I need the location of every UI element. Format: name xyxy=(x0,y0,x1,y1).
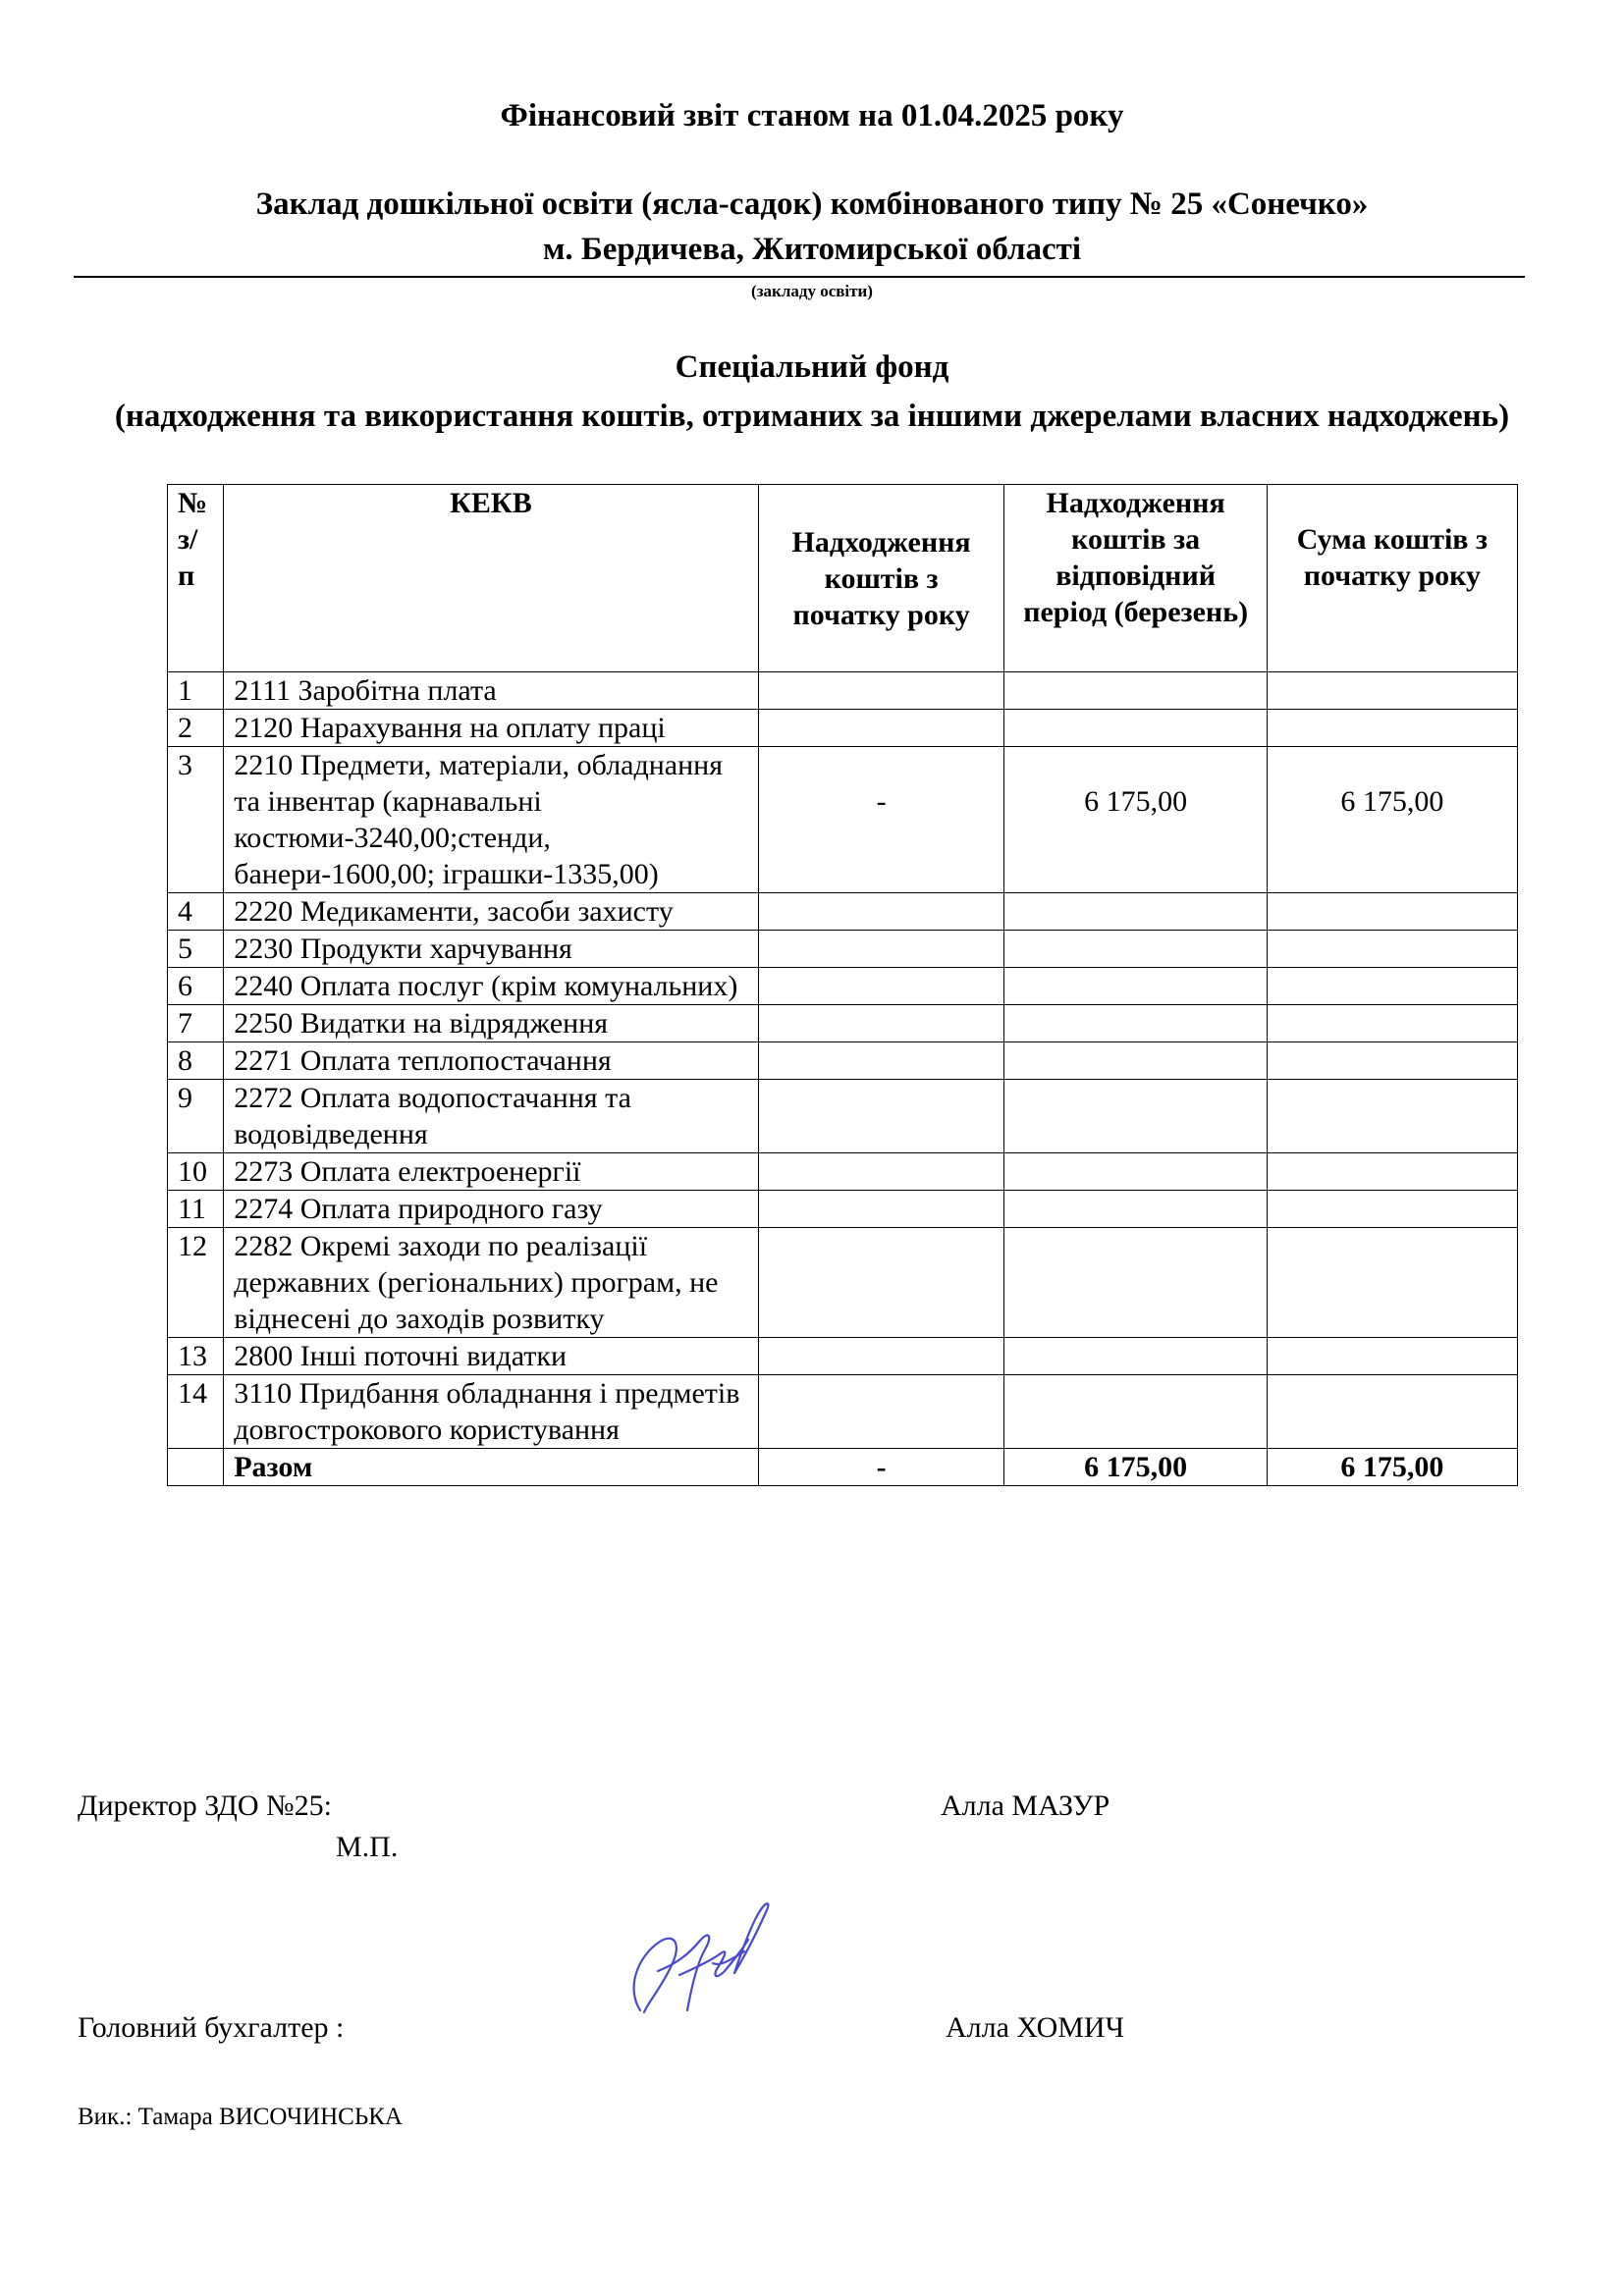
chief-accountant-name: Алла ХОМИЧ xyxy=(946,2011,1125,2044)
total-sum-ytd: 6 175,00 xyxy=(1267,1449,1517,1486)
fund-subtitle: (надходження та використання коштів, отриманих за іншими джерелами власних надходжень) xyxy=(114,399,1510,434)
row-number: 12 xyxy=(168,1228,224,1338)
header-kekv: КЕКВ xyxy=(224,485,759,672)
director-label: Директор ЗДО №25: xyxy=(78,1789,333,1822)
row-number: 10 xyxy=(168,1153,224,1191)
row-number: 1 xyxy=(168,672,224,710)
row-kekv: 3110 Придбання обладнання і предметів довгострокового користування xyxy=(224,1375,759,1449)
row-income-ytd xyxy=(758,1338,1004,1375)
row-kekv: 2274 Оплата природного газу xyxy=(224,1191,759,1228)
table-row xyxy=(168,1080,1518,1153)
table-total-row xyxy=(168,1449,1518,1486)
table-row xyxy=(168,672,1518,710)
row-number: 11 xyxy=(168,1191,224,1228)
director-name: Алла МАЗУР xyxy=(941,1789,1110,1822)
row-income-ytd xyxy=(758,710,1004,747)
fund-title: Спеціальний фонд xyxy=(675,349,949,385)
row-kekv: 2220 Медикаменти, засоби захисту xyxy=(224,893,759,931)
row-kekv: 2210 Предмети, матеріали, обладнання та інвентар (карнавальні костюми-3240,00;стенди, банери-1600,00; іграшки-1335,00) xyxy=(224,747,759,893)
table-row xyxy=(168,1338,1518,1375)
table-row xyxy=(168,1228,1518,1338)
row-sum-ytd xyxy=(1267,1338,1517,1375)
row-income-period xyxy=(1004,1228,1267,1338)
row-income-period xyxy=(1004,710,1267,747)
row-sum-ytd xyxy=(1267,1228,1517,1338)
row-income-period xyxy=(1004,1191,1267,1228)
report-table xyxy=(167,484,1518,1486)
total-income-period: 6 175,00 xyxy=(1004,1449,1267,1486)
row-kekv: 2271 Оплата теплопостачання xyxy=(224,1042,759,1080)
table-row xyxy=(168,968,1518,1005)
row-sum-ytd xyxy=(1267,1005,1517,1042)
row-number: 8 xyxy=(168,1042,224,1080)
row-kekv: 2111 Заробітна плата xyxy=(224,672,759,710)
row-income-period xyxy=(1004,893,1267,931)
row-income-period xyxy=(1004,968,1267,1005)
table-row xyxy=(168,1375,1518,1449)
table-row xyxy=(168,1005,1518,1042)
header-sum-ytd: Сума коштів з початку року xyxy=(1267,485,1517,672)
row-income-ytd xyxy=(758,931,1004,968)
row-kekv: 2273 Оплата електроенергії xyxy=(224,1153,759,1191)
row-income-ytd xyxy=(758,1375,1004,1449)
row-number: 3 xyxy=(168,747,224,893)
table-row xyxy=(168,1042,1518,1080)
row-income-ytd: - xyxy=(758,747,1004,893)
row-sum-ytd xyxy=(1267,893,1517,931)
header-no: № з/п xyxy=(168,485,224,672)
row-income-period xyxy=(1004,1375,1267,1449)
row-income-period xyxy=(1004,1080,1267,1153)
row-income-ytd xyxy=(758,1191,1004,1228)
row-sum-ytd xyxy=(1267,1153,1517,1191)
row-kekv: 2800 Інші поточні видатки xyxy=(224,1338,759,1375)
row-number: 2 xyxy=(168,710,224,747)
row-income-period xyxy=(1004,1005,1267,1042)
row-number: 14 xyxy=(168,1375,224,1449)
row-income-period xyxy=(1004,1042,1267,1080)
row-sum-ytd xyxy=(1267,931,1517,968)
row-kekv: 2272 Оплата водопостачання та водовідведення xyxy=(224,1080,759,1153)
table-row xyxy=(168,747,1518,893)
report-title: Фінансовий звіт станом на 01.04.2025 року xyxy=(500,98,1124,133)
executor-note: Вик.: Тамара ВИСОЧИНСЬКА xyxy=(78,2104,403,2130)
row-kekv: 2282 Окремі заходи по реалізації державних (регіональних) програм, не віднесені до заходів розвитку xyxy=(224,1228,759,1338)
row-sum-ytd xyxy=(1267,1375,1517,1449)
row-income-period: 6 175,00 xyxy=(1004,747,1267,893)
table-row xyxy=(168,1191,1518,1228)
row-number: 13 xyxy=(168,1338,224,1375)
handwritten-signature xyxy=(619,1895,785,2032)
table-row xyxy=(168,931,1518,968)
row-income-ytd xyxy=(758,1080,1004,1153)
table-body xyxy=(168,672,1518,1449)
total-label: Разом xyxy=(224,1449,759,1486)
row-income-ytd xyxy=(758,1228,1004,1338)
row-kekv: 2240 Оплата послуг (крім комунальних) xyxy=(224,968,759,1005)
row-income-period xyxy=(1004,672,1267,710)
row-number: 6 xyxy=(168,968,224,1005)
table-header-row xyxy=(168,485,1518,672)
total-no-cell xyxy=(168,1449,224,1486)
header-income-ytd: Надходження коштів з початку року xyxy=(758,485,1004,672)
row-sum-ytd xyxy=(1267,672,1517,710)
row-number: 7 xyxy=(168,1005,224,1042)
row-sum-ytd xyxy=(1267,968,1517,1005)
row-number: 9 xyxy=(168,1080,224,1153)
institution-underline xyxy=(74,276,1525,278)
row-income-ytd xyxy=(758,1005,1004,1042)
table-row xyxy=(168,1153,1518,1191)
row-income-ytd xyxy=(758,672,1004,710)
row-kekv: 2230 Продукти харчування xyxy=(224,931,759,968)
row-sum-ytd xyxy=(1267,1042,1517,1080)
table-row xyxy=(168,893,1518,931)
institution-city: м. Бердичева, Житомирської області xyxy=(542,232,1082,267)
row-sum-ytd xyxy=(1267,1191,1517,1228)
row-income-ytd xyxy=(758,1153,1004,1191)
row-kekv: 2120 Нарахування на оплату праці xyxy=(224,710,759,747)
row-number: 5 xyxy=(168,931,224,968)
row-income-ytd xyxy=(758,893,1004,931)
chief-accountant-label: Головний бухгалтер : xyxy=(78,2011,345,2044)
header-income-period: Надходження коштів за відповідний період (березень) xyxy=(1004,485,1267,672)
row-sum-ytd: 6 175,00 xyxy=(1267,747,1517,893)
row-income-period xyxy=(1004,1153,1267,1191)
row-number: 4 xyxy=(168,893,224,931)
total-income-ytd: - xyxy=(758,1449,1004,1486)
stamp-place-label: М.П. xyxy=(336,1831,399,1863)
row-sum-ytd xyxy=(1267,1080,1517,1153)
row-sum-ytd xyxy=(1267,710,1517,747)
institution-name: Заклад дошкільної освіти (ясла-садок) комбінованого типу № 25 «Сонечко» xyxy=(255,187,1369,222)
row-income-period xyxy=(1004,931,1267,968)
row-income-ytd xyxy=(758,968,1004,1005)
institution-caption: (закладу освіти) xyxy=(751,282,873,300)
row-income-period xyxy=(1004,1338,1267,1375)
table-row xyxy=(168,710,1518,747)
row-kekv: 2250 Видатки на відрядження xyxy=(224,1005,759,1042)
row-income-ytd xyxy=(758,1042,1004,1080)
